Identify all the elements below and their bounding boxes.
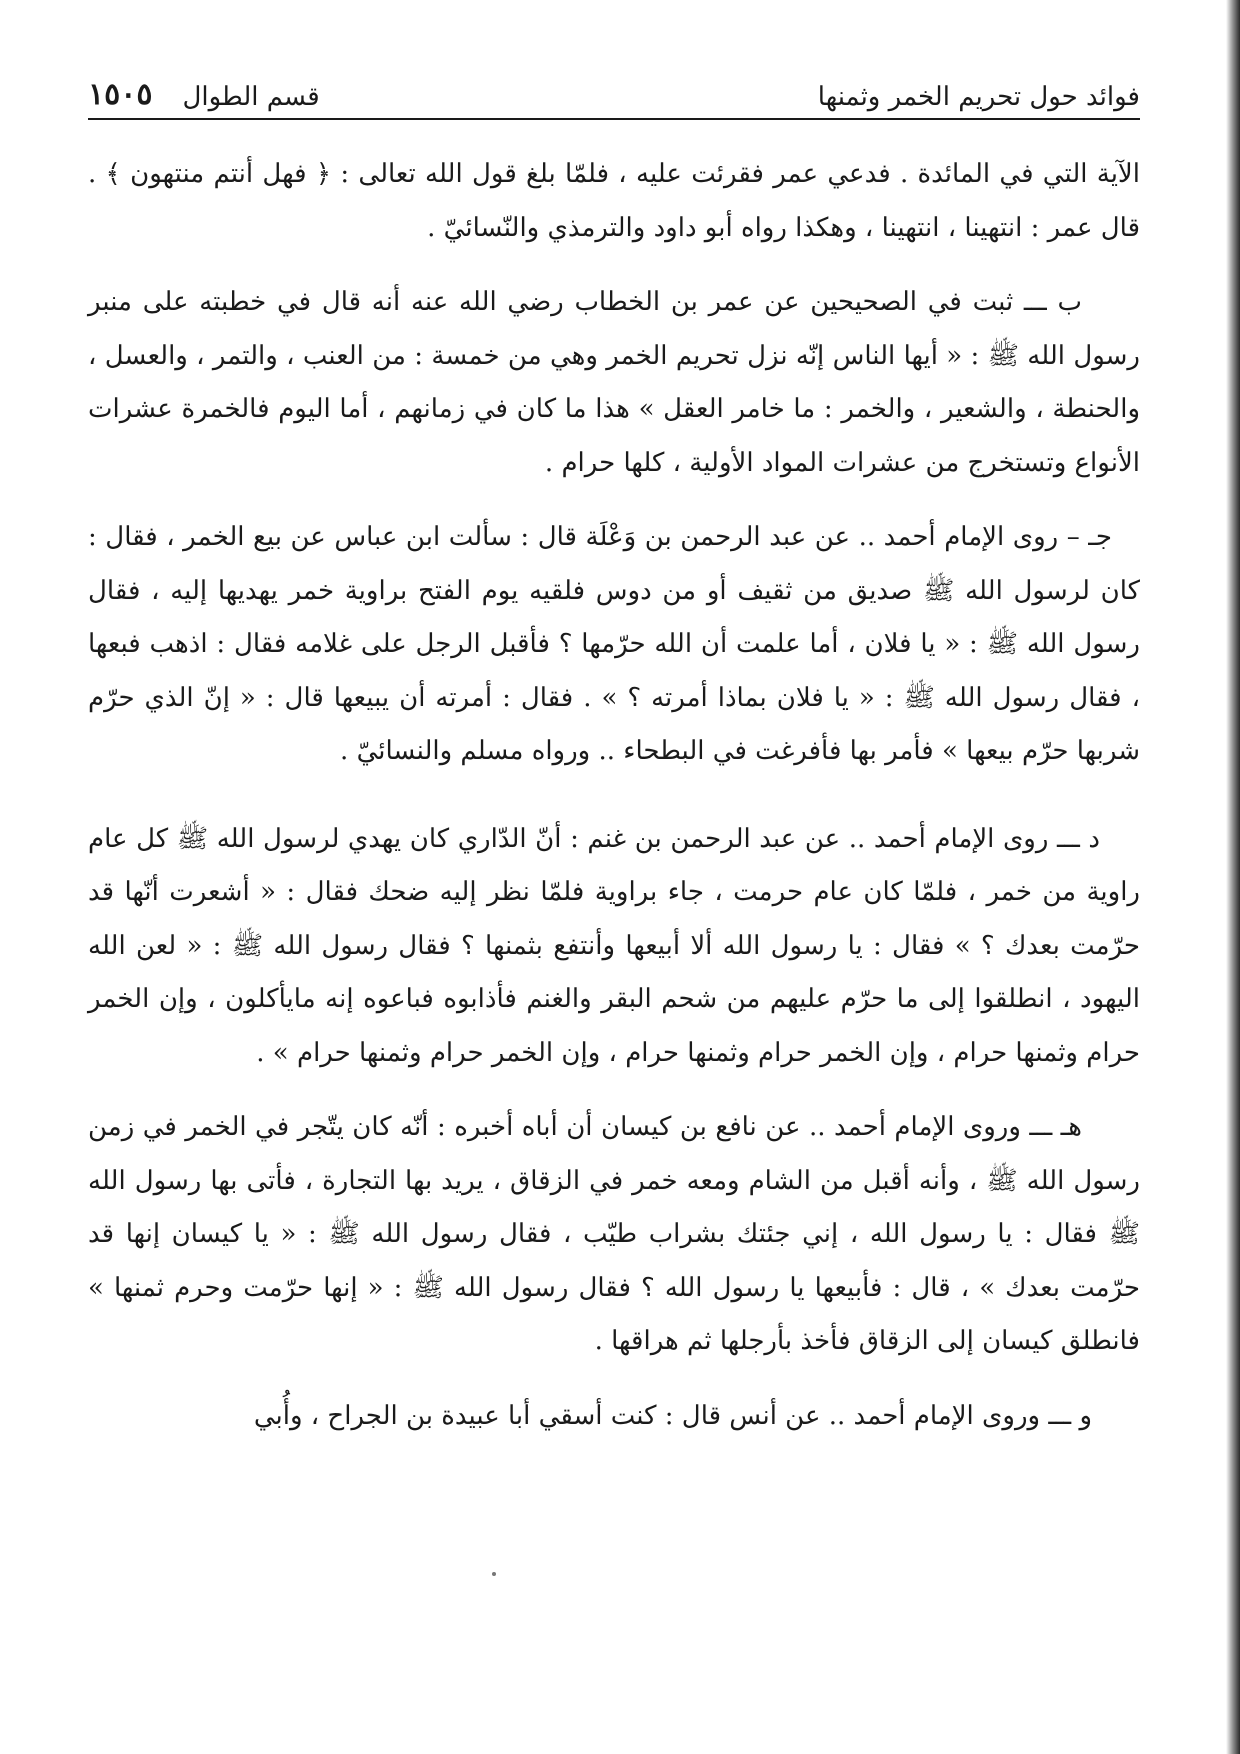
paragraph-jim: جـ – روى الإمام أحمد .. عن عبد الرحمن بن وَعْلَة قال : سألت ابن عباس عن بيع الخمر ، فقال : كان لرسول الله ﷺ صديق من ثقيف أو من دوس فلقيه يوم الفتح براوية خمر يهديها إليه ، فقال رسول الله ﷺ : « يا فلان ، أما علمت أن الله حرّمها ؟ فأقبل الرجل على غلامه فقال : اذهب فبعها ، فقال رسول الله ﷺ : « يا فلان بماذا أمرته ؟ » . فقال : أمرته أن يبيعها قال : « إنّ الذي حرّم شربها حرّم بيعها » فأمر بها فأفرغت في البطحاء .. ورواه مسلم والنسائيّ . bbox=[88, 522, 1140, 766]
section-name: قسم الطوال bbox=[182, 82, 320, 112]
page-number: ١٥٠٥ bbox=[88, 77, 153, 112]
running-header bbox=[88, 68, 1140, 120]
header-left-group bbox=[88, 77, 320, 112]
paragraph-dal: د ـــ روى الإمام أحمد .. عن عبد الرحمن بن غنم : أنّ الدّاري كان يهدي لرسول الله ﷺ كل عام راوية من خمر ، فلمّا كان عام حرمت ، جاء براوية فلمّا نظر إليه ضحك فقال : « أشعرت أنّها قد حرّمت بعدك ؟ » فقال : يا رسول الله ألا أبيعها وأنتفع بثمنها ؟ فقال رسول الله ﷺ : « لعن الله اليهود ، انطلقوا إلى ما حرّم عليهم من شحم البقر والغنم فأذابوه فباعوه إنه مايأكلون ، وإن الخمر حرام وثمنها حرام ، وإن الخمر حرام وثمنها حرام ، وإن الخمر حرام وثمنها حرام » . bbox=[88, 823, 1140, 1068]
page-body bbox=[88, 148, 1140, 1464]
scan-speck bbox=[492, 1572, 496, 1576]
paragraph-continuation: الآية التي في المائدة . فدعي عمر فقرئت عليه ، فلمّا بلغ قول الله تعالى : ﴿ فهل أنتم منتهون ﴾ . قال عمر : انتهينا ، انتهينا ، وهكذا رواه أبو داود والترمذي والنّسائيّ . bbox=[88, 159, 1140, 243]
page-edge-shadow bbox=[1226, 0, 1240, 1754]
paragraph-ba: ب ـــ ثبت في الصحيحين عن عمر بن الخطاب رضي الله عنه أنه قال في خطبته على منبر رسول الله ﷺ : « أيها الناس إنّه نزل تحريم الخمر وهي من خمسة : من العنب ، والتمر ، والعسل ، والحنطة ، والشعير ، والخمر : ما خامر العقل » هذا ما كان في زمانهم ، أما اليوم فالخمرة عشرات الأنواع وتستخرج من عشرات المواد الأولية ، كلها حرام . bbox=[88, 287, 1141, 478]
paragraph-ha: هـ ـــ وروى الإمام أحمد .. عن نافع بن كيسان أن أباه أخبره : أنّه كان يتّجر في الخمر في زمن رسول الله ﷺ ، وأنه أقبل من الشام ومعه خمر في الزقاق ، يريد بها التجارة ، فأتى بها رسول الله ﷺ فقال : يا رسول الله ، إني جئتك بشراب طيّب ، فقال رسول الله ﷺ : « يا كيسان إنها قد حرّمت بعدك » ، قال : فأبيعها يا رسول الله ؟ فقال رسول الله ﷺ : « إنها حرّمت وحرم ثمنها » فانطلق كيسان إلى الزقاق فأخذ بأرجلها ثم هراقها . bbox=[88, 1112, 1140, 1356]
paragraph-waw: و ـــ وروى الإمام أحمد .. عن أنس قال : كنت أسقي أبا عبيدة بن الجراح ، وأُبي bbox=[253, 1400, 1092, 1431]
running-title: فوائد حول تحريم الخمر وثمنها bbox=[817, 82, 1140, 112]
